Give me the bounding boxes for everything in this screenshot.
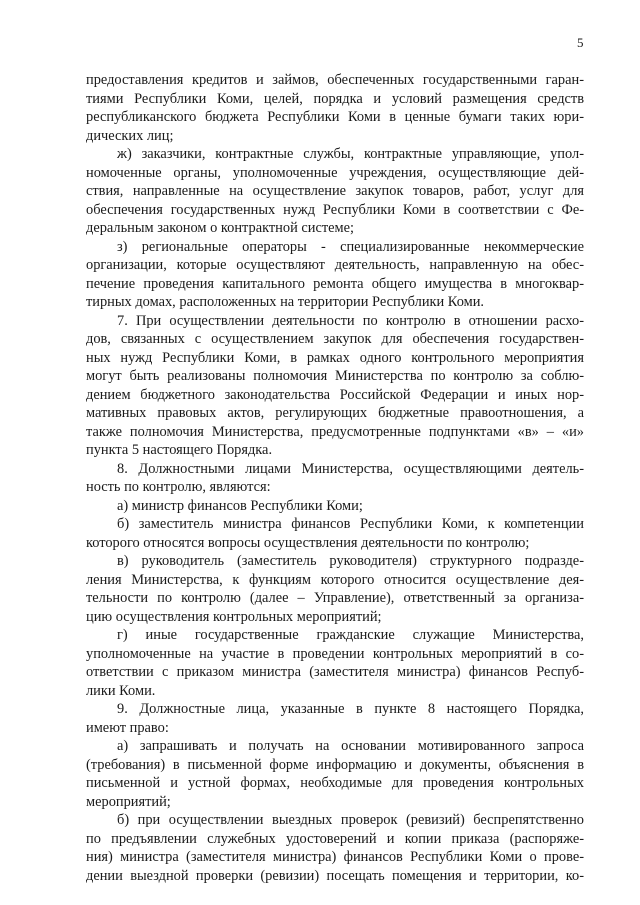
text-line: уполномоченные на участие в проведении контрольных мероприятий в со-	[86, 645, 584, 662]
text-line: дении выездной проверки (ревизии) посещать помещения и территории, ко-	[86, 867, 584, 884]
document-body	[86, 71, 584, 885]
text-line: печение проведения капитального ремонта общего имущества в многоквар-	[86, 275, 584, 292]
text-line: по предъявлении служебных удостоверений и копии приказа (распоряже-	[86, 830, 584, 847]
text-line: 9. Должностные лица, указанные в пункте 8 настоящего Порядка,	[117, 701, 584, 717]
text-line: а) министр финансов Республики Коми;	[117, 497, 363, 514]
text-line: 7. При осуществлении деятельности по контролю в отношении расхо-	[117, 312, 584, 329]
text-line: б) заместитель министра финансов Республики Коми, к компетенции	[117, 516, 584, 532]
text-line: ж) заказчики, контрактные службы, контрактные управляющие, упол-	[117, 146, 584, 162]
text-line: ствия, направленные на осуществление закупок товаров, работ, услуг для	[86, 183, 584, 199]
text-line: деральным законом о контрактной системе;	[86, 220, 355, 236]
text-line: пункта 5 настоящего Порядка.	[86, 442, 273, 458]
text-line: лики Коми.	[86, 682, 156, 699]
text-line: республиканского бюджета Республики Коми в ценные бумаги таких юри-	[86, 109, 584, 125]
text-line: в) руководитель (заместитель руководителя) структурного подразде-	[117, 553, 584, 569]
text-line: мероприятий;	[86, 793, 171, 810]
text-line: предоставления кредитов и займов, обеспеченных государственными гаран-	[86, 72, 584, 88]
text-line: дением бюджетного законодательства Российской Федерации и иных нор-	[86, 386, 584, 403]
text-line: ния) министра (заместителя министра) финансов Республики Коми о прове-	[86, 849, 584, 865]
text-line: цию осуществления контрольных мероприятий;	[86, 608, 382, 625]
text-line: ных нужд Республики Коми, в рамках одного контрольного мероприятия	[86, 349, 584, 366]
text-line: письменной и устной формах, необходимые для проведения контрольных	[86, 775, 584, 791]
text-line: дических лиц;	[86, 127, 174, 144]
text-line: ответствии с приказом министра (заместителя министра) финансов Респуб-	[86, 664, 584, 680]
text-line: (требования) в письменной форме информацию и документы, объяснения в	[86, 756, 584, 773]
text-line: ность по контролю, являются:	[86, 479, 271, 495]
text-line: мативных правовых актов, регулирующих бюджетные правоотношения, а	[86, 405, 584, 421]
text-line: номоченные органы, уполномоченные учреждения, осуществляющие дей-	[86, 164, 584, 181]
text-line: а) запрашивать и получать на основании мотивированного запроса	[117, 738, 584, 754]
text-line: имеют право:	[86, 719, 169, 736]
text-line: дов, связанных с осуществлением закупок для обеспечения государствен-	[86, 331, 584, 347]
text-line: тирных домах, расположенных на территории Республики Коми.	[86, 294, 485, 310]
text-line: могут быть реализованы полномочия Министерства по контролю за соблю-	[86, 368, 584, 384]
text-line: которого относятся вопросы осуществления деятельности по контролю;	[86, 534, 530, 551]
text-line: также полномочия Министерства, предусмотренные подпунктами «в» – «и»	[86, 423, 584, 440]
text-line: ления Министерства, к функциям которого относится осуществление дея-	[86, 571, 584, 588]
text-line: тиями Республики Коми, целей, порядка и условий размещения средств	[86, 90, 584, 107]
page-number: 5	[577, 35, 584, 50]
text-line: организации, которые осуществляют деятельность, направленную на обес-	[86, 257, 584, 273]
text-line: 8. Должностными лицами Министерства, осуществляющими деятель-	[117, 460, 584, 477]
text-line: обеспечения государственных нужд Республики Коми в соответствии с Фе-	[86, 201, 584, 218]
text-line: з) региональные операторы - специализированные некоммерческие	[117, 238, 584, 255]
text-line: г) иные государственные гражданские служащие Министерства,	[117, 627, 584, 643]
text-line: б) при осуществлении выездных проверок (ревизий) беспрепятственно	[117, 812, 584, 828]
text-line: тельности по контролю (далее – Управление), ответственный за организа-	[86, 590, 584, 606]
